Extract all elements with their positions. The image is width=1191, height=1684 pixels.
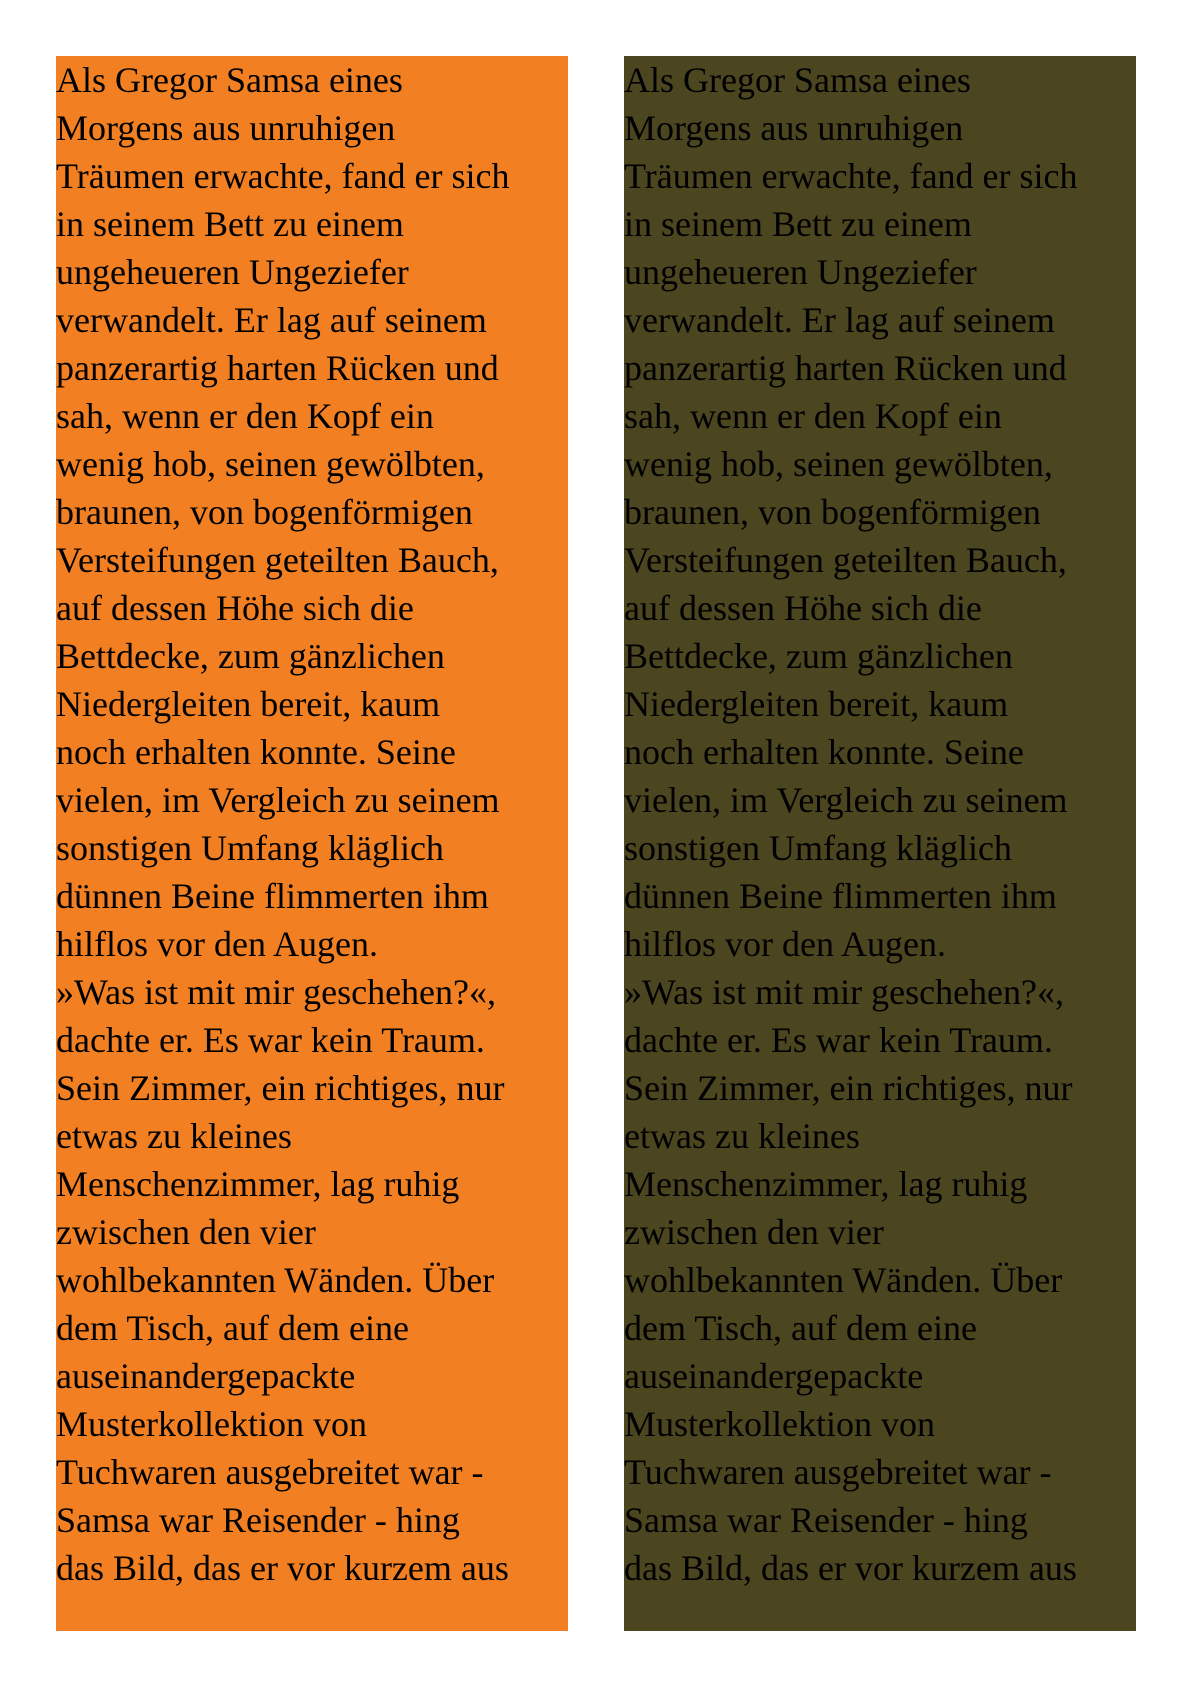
text-line: wohlbekannten Wänden. Über bbox=[624, 1260, 1063, 1300]
text-line: hilflos vor den Augen. bbox=[56, 924, 378, 964]
text-line: Morgens aus unruhigen bbox=[56, 108, 396, 148]
text-line: sah, wenn er den Kopf ein bbox=[56, 396, 434, 436]
text-line: Bettdecke, zum gänzlichen bbox=[624, 636, 1013, 676]
text-line: hilflos vor den Augen. bbox=[624, 924, 946, 964]
text-line: in seinem Bett zu einem bbox=[56, 204, 404, 244]
text-line: auseinandergepackte bbox=[624, 1356, 924, 1396]
text-line: ungeheueren Ungeziefer bbox=[624, 252, 977, 292]
text-line: etwas zu kleines bbox=[624, 1116, 860, 1156]
text-line: das Bild, das er vor kurzem aus bbox=[56, 1548, 509, 1588]
text-line: Tuchwaren ausgebreitet war - bbox=[624, 1452, 1052, 1492]
text-line: vielen, im Vergleich zu seinem bbox=[56, 780, 500, 820]
text-line: noch erhalten konnte. Seine bbox=[56, 732, 456, 772]
text-line: Sein Zimmer, ein richtiges, nur bbox=[624, 1068, 1073, 1108]
left-text-panel bbox=[56, 56, 568, 1631]
text-line: panzerartig harten Rücken und bbox=[624, 348, 1067, 388]
text-line: Versteifungen geteilten Bauch, bbox=[624, 540, 1067, 580]
text-line: auf dessen Höhe sich die bbox=[56, 588, 414, 628]
text-line: »Was ist mit mir geschehen?«, bbox=[624, 972, 1064, 1012]
text-line: zwischen den vier bbox=[624, 1212, 884, 1252]
text-line: Niedergleiten bereit, kaum bbox=[56, 684, 441, 724]
text-line: dem Tisch, auf dem eine bbox=[624, 1308, 977, 1348]
text-line: verwandelt. Er lag auf seinem bbox=[56, 300, 487, 340]
text-line: Bettdecke, zum gänzlichen bbox=[56, 636, 445, 676]
text-line: Tuchwaren ausgebreitet war - bbox=[56, 1452, 484, 1492]
text-line: sonstigen Umfang kläglich bbox=[56, 828, 444, 868]
text-line: verwandelt. Er lag auf seinem bbox=[624, 300, 1055, 340]
text-line: dachte er. Es war kein Traum. bbox=[56, 1020, 485, 1060]
text-line: Sein Zimmer, ein richtiges, nur bbox=[56, 1068, 505, 1108]
text-line: Morgens aus unruhigen bbox=[624, 108, 964, 148]
text-line: »Was ist mit mir geschehen?«, bbox=[56, 972, 496, 1012]
text-line: sonstigen Umfang kläglich bbox=[624, 828, 1012, 868]
text-line: Als Gregor Samsa eines bbox=[624, 60, 971, 100]
text-line: ungeheueren Ungeziefer bbox=[56, 252, 409, 292]
text-line: braunen, von bogenförmigen bbox=[56, 492, 473, 532]
text-line: Menschenzimmer, lag ruhig bbox=[624, 1164, 1028, 1204]
text-line: wenig hob, seinen gewölbten, bbox=[56, 444, 485, 484]
text-line: etwas zu kleines bbox=[56, 1116, 292, 1156]
text-line: auseinandergepackte bbox=[56, 1356, 356, 1396]
text-line: Musterkollektion von bbox=[624, 1404, 935, 1444]
text-line: dem Tisch, auf dem eine bbox=[56, 1308, 409, 1348]
text-line: braunen, von bogenförmigen bbox=[624, 492, 1041, 532]
text-line: Musterkollektion von bbox=[56, 1404, 367, 1444]
text-line: wenig hob, seinen gewölbten, bbox=[624, 444, 1053, 484]
text-line: in seinem Bett zu einem bbox=[624, 204, 972, 244]
text-line: zwischen den vier bbox=[56, 1212, 316, 1252]
text-line: Niedergleiten bereit, kaum bbox=[624, 684, 1009, 724]
text-line: dünnen Beine flimmerten ihm bbox=[56, 876, 489, 916]
text-line: Samsa war Reisender - hing bbox=[56, 1500, 460, 1540]
right-text-panel bbox=[624, 56, 1136, 1631]
text-line: vielen, im Vergleich zu seinem bbox=[624, 780, 1068, 820]
text-line: Träumen erwachte, fand er sich bbox=[624, 156, 1078, 196]
text-line: Samsa war Reisender - hing bbox=[624, 1500, 1028, 1540]
text-line: das Bild, das er vor kurzem aus bbox=[624, 1548, 1077, 1588]
text-line: Versteifungen geteilten Bauch, bbox=[56, 540, 499, 580]
text-line: panzerartig harten Rücken und bbox=[56, 348, 499, 388]
text-line: auf dessen Höhe sich die bbox=[624, 588, 982, 628]
text-line: sah, wenn er den Kopf ein bbox=[624, 396, 1002, 436]
text-line: wohlbekannten Wänden. Über bbox=[56, 1260, 495, 1300]
text-line: dünnen Beine flimmerten ihm bbox=[624, 876, 1057, 916]
text-line: Als Gregor Samsa eines bbox=[56, 60, 403, 100]
text-line: Menschenzimmer, lag ruhig bbox=[56, 1164, 460, 1204]
text-line: noch erhalten konnte. Seine bbox=[624, 732, 1024, 772]
text-line: Träumen erwachte, fand er sich bbox=[56, 156, 510, 196]
text-line: dachte er. Es war kein Traum. bbox=[624, 1020, 1053, 1060]
